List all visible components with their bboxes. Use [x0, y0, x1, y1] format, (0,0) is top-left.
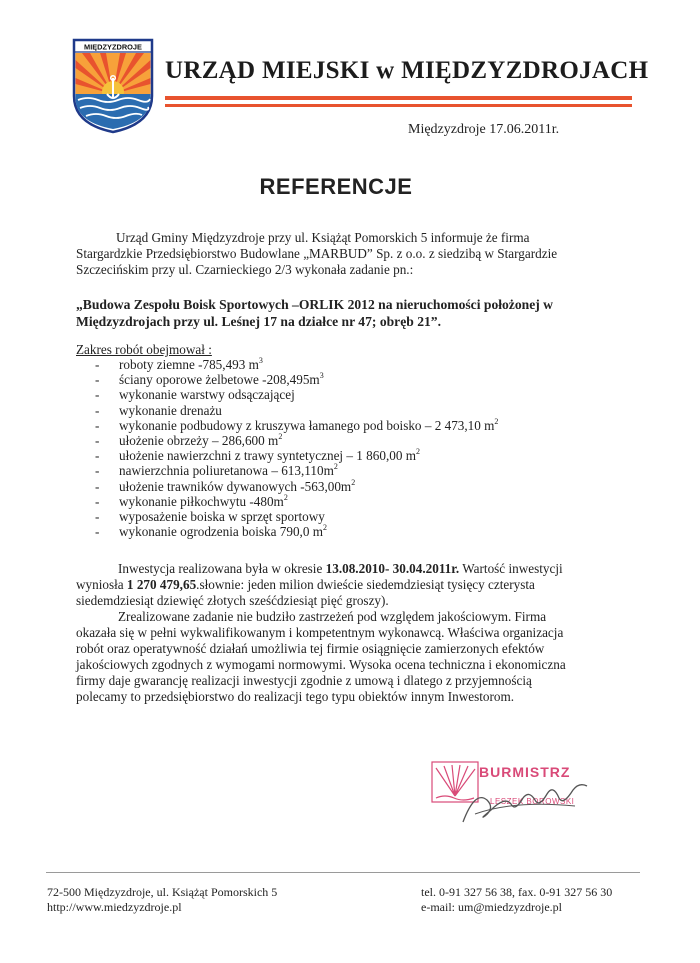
document-date: Międzyzdroje 17.06.2011r. [408, 122, 560, 137]
list-item [95, 463, 498, 478]
intro-line: Szczecińskim przy ul. Czarnieckiego 2/3 wykonała zadanie pn.: [76, 262, 414, 277]
list-item-text: ułożenie nawierzchni z trawy syntetycznej – 1 860,00 m [119, 448, 416, 464]
assessment-line: robót oraz operatywność działań umożliwia tej firmie osiągnięcie zamierzonych efektów [76, 641, 545, 656]
investment-period: 13.08.2010- 30.04.2011r. [325, 561, 460, 576]
investment-text: .słownie: jeden milion dwieście siedemdziesiąt tysięcy czterysta [196, 577, 535, 592]
footer-website: http://www.miedzyzdroje.pl [47, 900, 182, 914]
list-item [95, 357, 498, 372]
signature-image [455, 770, 595, 830]
intro-line: Stargardzkie Przedsiębiorstwo Budowlane „MARBUD” Sp. z o.o. z siedzibą w Stargardzie [76, 246, 558, 261]
project-name [76, 296, 553, 330]
list-item-exponent: 2 [323, 523, 327, 533]
list-item-exponent: 2 [283, 492, 288, 502]
investment-paragraph [76, 561, 563, 609]
document-title: REFERENCJE [259, 174, 413, 199]
list-dash: - [95, 524, 100, 540]
list-item-exponent: 2 [333, 462, 338, 472]
list-item [95, 479, 498, 494]
footer-email: e-mail: um@miedzyzdroje.pl [421, 900, 563, 914]
project-line: „Budowa Zespołu Boisk Sportowych –ORLIK 2012 na nieruchomości położonej w [76, 297, 553, 312]
list-item [95, 509, 498, 524]
assessment-line: jakościowych zgodnych z wymogami normowymi. Wysoka ocena techniczna i ekonomiczna [76, 657, 566, 672]
list-item-text: wykonanie podbudowy z kruszywa łamanego pod boisko – 2 473,10 m [119, 417, 495, 433]
investment-text: Wartość inwestycji [459, 561, 563, 576]
footer-address-block [47, 885, 277, 915]
scope-heading: Zakres robót obejmował : [76, 342, 212, 357]
list-item-text: wykonanie ogrodzenia boiska 790,0 m [119, 524, 323, 540]
intro-paragraph [76, 230, 557, 278]
assessment-line: polecamy to przedsiębiorstwo do realizacji tego typu obiektów innym Inwestorom. [76, 689, 515, 704]
list-item-text: wykonanie drenażu [119, 402, 222, 418]
list-item [95, 403, 498, 418]
list-item-text: ściany oporowe żelbetowe -208,495m [119, 372, 320, 388]
list-item-text: ułożenie obrzeży – 286,600 m [119, 432, 279, 448]
list-item-exponent: 3 [319, 371, 324, 381]
list-dash: - [95, 417, 100, 433]
list-item-text: nawierzchnia poliuretanowa – 613,110m [119, 463, 334, 479]
header-rule-bottom [165, 104, 632, 107]
assessment-line: firmy daje gwarancję realizacji inwestycji zgodnie z umową i dlatego z przyjemnością [76, 673, 532, 688]
list-item-text: wykonanie warstwy odsączającej [119, 387, 295, 403]
list-item-exponent: 2 [415, 447, 420, 457]
investment-line: siedemdziesiąt dziewięć złotych sześćdziesiąt pięć groszy). [76, 593, 389, 608]
town-crest-logo [72, 38, 154, 134]
footer-divider [46, 872, 640, 873]
list-item [95, 448, 498, 463]
intro-line: Urząd Gminy Międzyzdroje przy ul. Książąt Pomorskich 5 informuje że firma [116, 230, 530, 245]
assessment-line: Zrealizowane zadanie nie budziło zastrzeżeń pod względem jakościowym. Firma [118, 609, 547, 624]
assessment-line: okazała się w pełni wykwalifikowanym i kompetentnym wykonawcą. Właściwa organizacja [76, 625, 564, 640]
footer-address: 72-500 Międzyzdroje, ul. Książąt Pomorskich 5 [47, 885, 278, 899]
project-line: Międzyzdrojach przy ul. Leśnej 17 na działce nr 47; obręb 21”. [76, 314, 441, 329]
scope-list [95, 357, 498, 539]
list-dash: - [95, 478, 100, 494]
list-dash: - [95, 387, 100, 403]
stamp-name: LESZEK BOROWSKI [490, 797, 575, 806]
list-item [95, 387, 498, 402]
list-item [95, 433, 498, 448]
list-item-text: wykonanie piłkochwytu -480m [119, 493, 284, 509]
footer-contact-block [421, 885, 612, 915]
list-dash: - [95, 463, 100, 479]
footer-phone: tel. 0-91 327 56 38, fax. 0-91 327 56 30 [421, 885, 613, 899]
list-item [95, 524, 498, 539]
investment-amount: 1 270 479,65 [126, 577, 197, 592]
list-item-text: ułożenie trawników dywanowych -563,00m [119, 478, 352, 494]
investment-text: Inwestycja realizowana była w okresie [118, 561, 326, 576]
svg-text:MIĘDZYZDROJE: MIĘDZYZDROJE [84, 42, 142, 52]
list-dash: - [95, 432, 100, 448]
list-dash: - [95, 402, 100, 418]
investment-line [76, 561, 563, 577]
list-item-exponent: 2 [494, 416, 499, 426]
list-item [95, 494, 498, 509]
assessment-paragraph [76, 609, 566, 705]
list-dash: - [95, 493, 100, 509]
investment-line [76, 577, 563, 593]
list-dash: - [95, 508, 100, 524]
investment-text: wyniosła [76, 577, 127, 592]
list-item-exponent: 2 [351, 477, 356, 487]
list-dash: - [95, 448, 100, 464]
list-item-exponent: 2 [278, 431, 283, 441]
stamp-title: BURMISTRZ [479, 764, 571, 780]
list-dash: - [95, 372, 100, 388]
list-item-text: roboty ziemne -785,493 m [119, 357, 259, 372]
list-item-text: wyposażenie boiska w sprzęt sportowy [119, 508, 325, 524]
header-rule-top [165, 96, 632, 100]
list-dash: - [95, 357, 100, 372]
list-item [95, 418, 498, 433]
list-item-exponent: 3 [258, 356, 263, 365]
list-item [95, 372, 498, 387]
office-name-heading: URZĄD MIEJSKI w MIĘDZYZDROJACH [165, 57, 649, 84]
